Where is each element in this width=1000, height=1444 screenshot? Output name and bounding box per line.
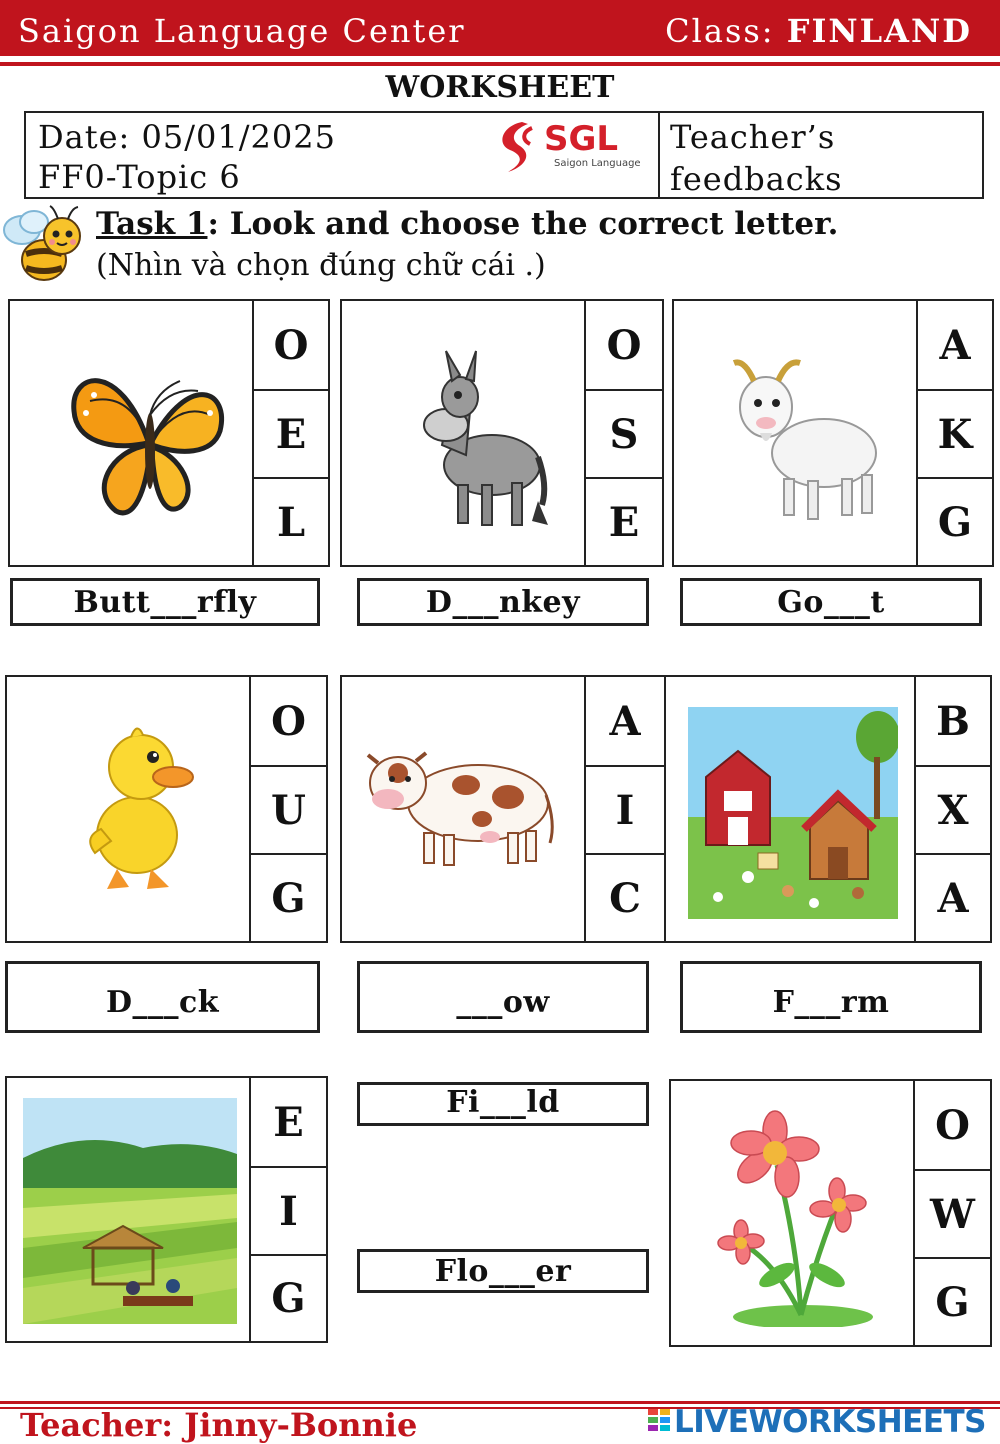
option-letter[interactable]: G [918, 477, 992, 565]
option-letter[interactable]: C [586, 853, 664, 941]
duck-image [81, 717, 201, 897]
card-butterfly [8, 299, 330, 567]
word-cow[interactable]: ___ow [357, 961, 649, 1033]
logo-text: SGL [544, 119, 619, 159]
options-farm [914, 677, 990, 941]
options-goat [916, 301, 992, 565]
options-duck [249, 677, 326, 941]
option-letter[interactable]: O [935, 1101, 970, 1149]
option-letter[interactable]: G [251, 1254, 326, 1341]
option-letter[interactable]: I [251, 1166, 326, 1254]
liveworksheets-text: LIVEWORKSHEETS [674, 1404, 986, 1440]
option-letter[interactable]: W [915, 1169, 990, 1257]
task-label: Task 1 [96, 206, 208, 242]
card-cow-farm [340, 675, 992, 943]
bee-icon [0, 202, 90, 288]
word-goat[interactable]: Go___t [680, 578, 982, 626]
feedback-line-2: feedbacks [670, 160, 843, 198]
center-name: Saigon Language Center [18, 12, 466, 50]
feedback-line-1: Teacher’s [670, 118, 836, 156]
donkey-image [412, 345, 552, 535]
cow-image [358, 733, 558, 873]
date-text: Date: 05/01/2025 [38, 118, 336, 156]
option-letter[interactable]: O [606, 321, 642, 369]
task-instruction [96, 206, 838, 242]
word-field[interactable]: Fi___ld [357, 1082, 649, 1126]
option-letter[interactable]: I [586, 765, 664, 853]
teacher-feedback-label [670, 116, 843, 200]
options-field [249, 1078, 326, 1341]
option-letter[interactable]: A [609, 697, 641, 745]
options-flower [913, 1081, 990, 1345]
option-letter[interactable]: A [916, 853, 990, 941]
header-underline [0, 62, 1000, 66]
worksheet-title: WORKSHEET [385, 70, 615, 105]
option-letter[interactable]: E [273, 1098, 304, 1146]
card-goat [672, 299, 994, 567]
class-prefix: Class: [665, 12, 787, 50]
task-translation: (Nhìn và chọn đúng chữ cái .) [96, 248, 546, 283]
option-letter[interactable]: G [915, 1257, 990, 1345]
option-letter[interactable]: E [586, 477, 662, 565]
option-letter[interactable]: E [254, 389, 328, 477]
teacher-name: Teacher: Jinny-Bonnie [20, 1406, 418, 1444]
option-letter[interactable]: O [271, 697, 306, 745]
option-letter[interactable]: K [918, 389, 992, 477]
goat-image [724, 349, 894, 529]
option-letter[interactable]: O [273, 321, 309, 369]
liveworksheets-logo[interactable] [648, 1404, 986, 1440]
sgl-logo [492, 114, 652, 176]
option-letter[interactable]: B [936, 697, 970, 745]
card-field [5, 1076, 328, 1343]
logo-subtext: Saigon Language [554, 158, 641, 169]
option-letter[interactable]: G [251, 853, 326, 941]
card-duck [5, 675, 328, 943]
word-butterfly[interactable]: Butt___rfly [10, 578, 320, 626]
task-text: : Look and choose the correct letter. [207, 206, 839, 242]
flower-image [717, 1105, 887, 1327]
option-letter[interactable]: L [254, 477, 328, 565]
options-cow [584, 677, 666, 941]
liveworksheets-icon [648, 1409, 672, 1435]
class-label [665, 12, 972, 50]
option-letter[interactable]: X [916, 765, 990, 853]
option-letter[interactable]: S [586, 389, 662, 477]
farm-image [688, 707, 898, 919]
card-flower [669, 1079, 992, 1347]
word-farm[interactable]: F___rm [680, 961, 982, 1033]
field-image [23, 1098, 237, 1324]
card-donkey [340, 299, 664, 567]
option-letter[interactable]: A [939, 321, 971, 369]
info-divider [658, 111, 660, 199]
option-letter[interactable]: U [251, 765, 326, 853]
options-butterfly [252, 301, 328, 565]
class-name: FINLAND [786, 12, 972, 50]
butterfly-image [60, 351, 240, 521]
options-donkey [584, 301, 662, 565]
word-duck[interactable]: D___ck [5, 961, 320, 1033]
word-flower[interactable]: Flo___er [357, 1249, 649, 1293]
topic-text: FF0-Topic 6 [38, 158, 241, 196]
word-donkey[interactable]: D___nkey [357, 578, 649, 626]
